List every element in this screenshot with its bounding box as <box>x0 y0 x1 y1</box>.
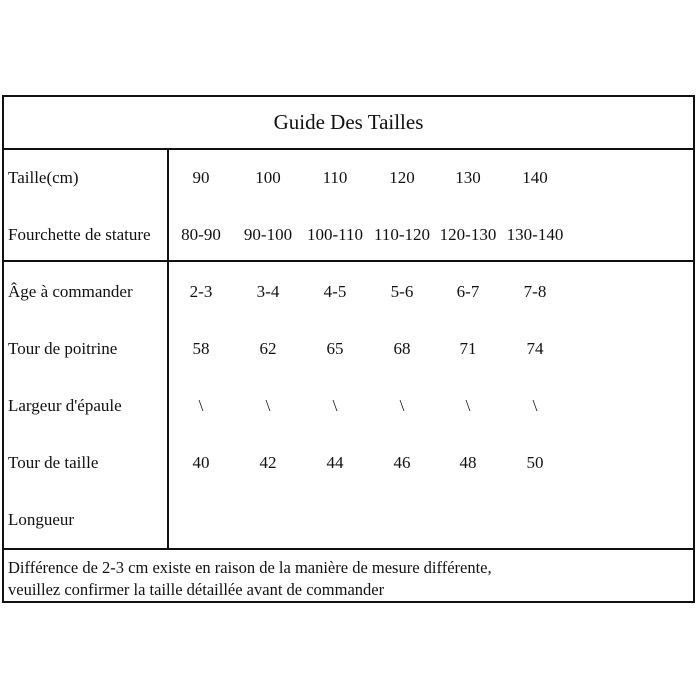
table-cell: 44 <box>326 453 344 472</box>
table-cell: 50 <box>526 453 544 472</box>
note-line-1: Différence de 2-3 cm existe en raison de la manière de mesure différente, <box>8 558 492 577</box>
table-cell: 110-120 <box>373 225 431 244</box>
table-cell: 3-4 <box>256 282 280 301</box>
table-cell: \ <box>332 396 338 415</box>
table-cell: 46 <box>393 453 411 472</box>
table-cell: 90 <box>192 168 210 187</box>
table-cell: \ <box>198 396 204 415</box>
table-cell: \ <box>532 396 538 415</box>
table-cell: 62 <box>259 339 277 358</box>
row-label: Taille(cm) <box>8 168 79 187</box>
table-cell: 120 <box>389 168 415 187</box>
table-cell: 40 <box>192 453 210 472</box>
table-cell: 80-90 <box>181 225 221 244</box>
table-cell: 58 <box>192 339 210 358</box>
table-cell: 71 <box>459 339 477 358</box>
table-cell: 130 <box>455 168 481 187</box>
size-note <box>4 548 693 601</box>
row-label: Largeur d'épaule <box>8 396 122 415</box>
table-cell: \ <box>465 396 471 415</box>
table-cell: 4-5 <box>323 282 347 301</box>
row-label: Fourchette de stature <box>8 225 151 244</box>
row-label: Longueur <box>8 510 75 529</box>
table-cell: 100 <box>255 168 281 187</box>
chart-title: Guide Des Tailles <box>4 97 693 150</box>
table-cell: 7-8 <box>523 282 547 301</box>
values-area <box>169 150 695 548</box>
table-cell: 42 <box>259 453 277 472</box>
row-label: Tour de taille <box>8 453 99 472</box>
table-cell: 68 <box>393 339 411 358</box>
row-label: Tour de poitrine <box>8 339 118 358</box>
table-cell: \ <box>399 396 405 415</box>
table-cell: 90-100 <box>243 225 293 244</box>
table-cell: 130-140 <box>506 225 564 244</box>
size-chart <box>2 95 695 603</box>
table-cell: 100-110 <box>306 225 364 244</box>
table-cell: 74 <box>526 339 544 358</box>
section-divider <box>4 260 695 262</box>
table-cell: 5-6 <box>390 282 414 301</box>
note-line-2: veuillez confirmer la taille détaillée avant de commander <box>8 580 385 599</box>
table-cell: 48 <box>459 453 477 472</box>
table-cell: 140 <box>522 168 548 187</box>
table-cell: 2-3 <box>189 282 213 301</box>
table-cell: \ <box>265 396 271 415</box>
row-label: Âge à commander <box>8 282 133 301</box>
table-cell: 6-7 <box>456 282 480 301</box>
table-cell: 65 <box>326 339 344 358</box>
table-cell: 120-130 <box>439 225 497 244</box>
table-cell: 110 <box>322 168 348 187</box>
